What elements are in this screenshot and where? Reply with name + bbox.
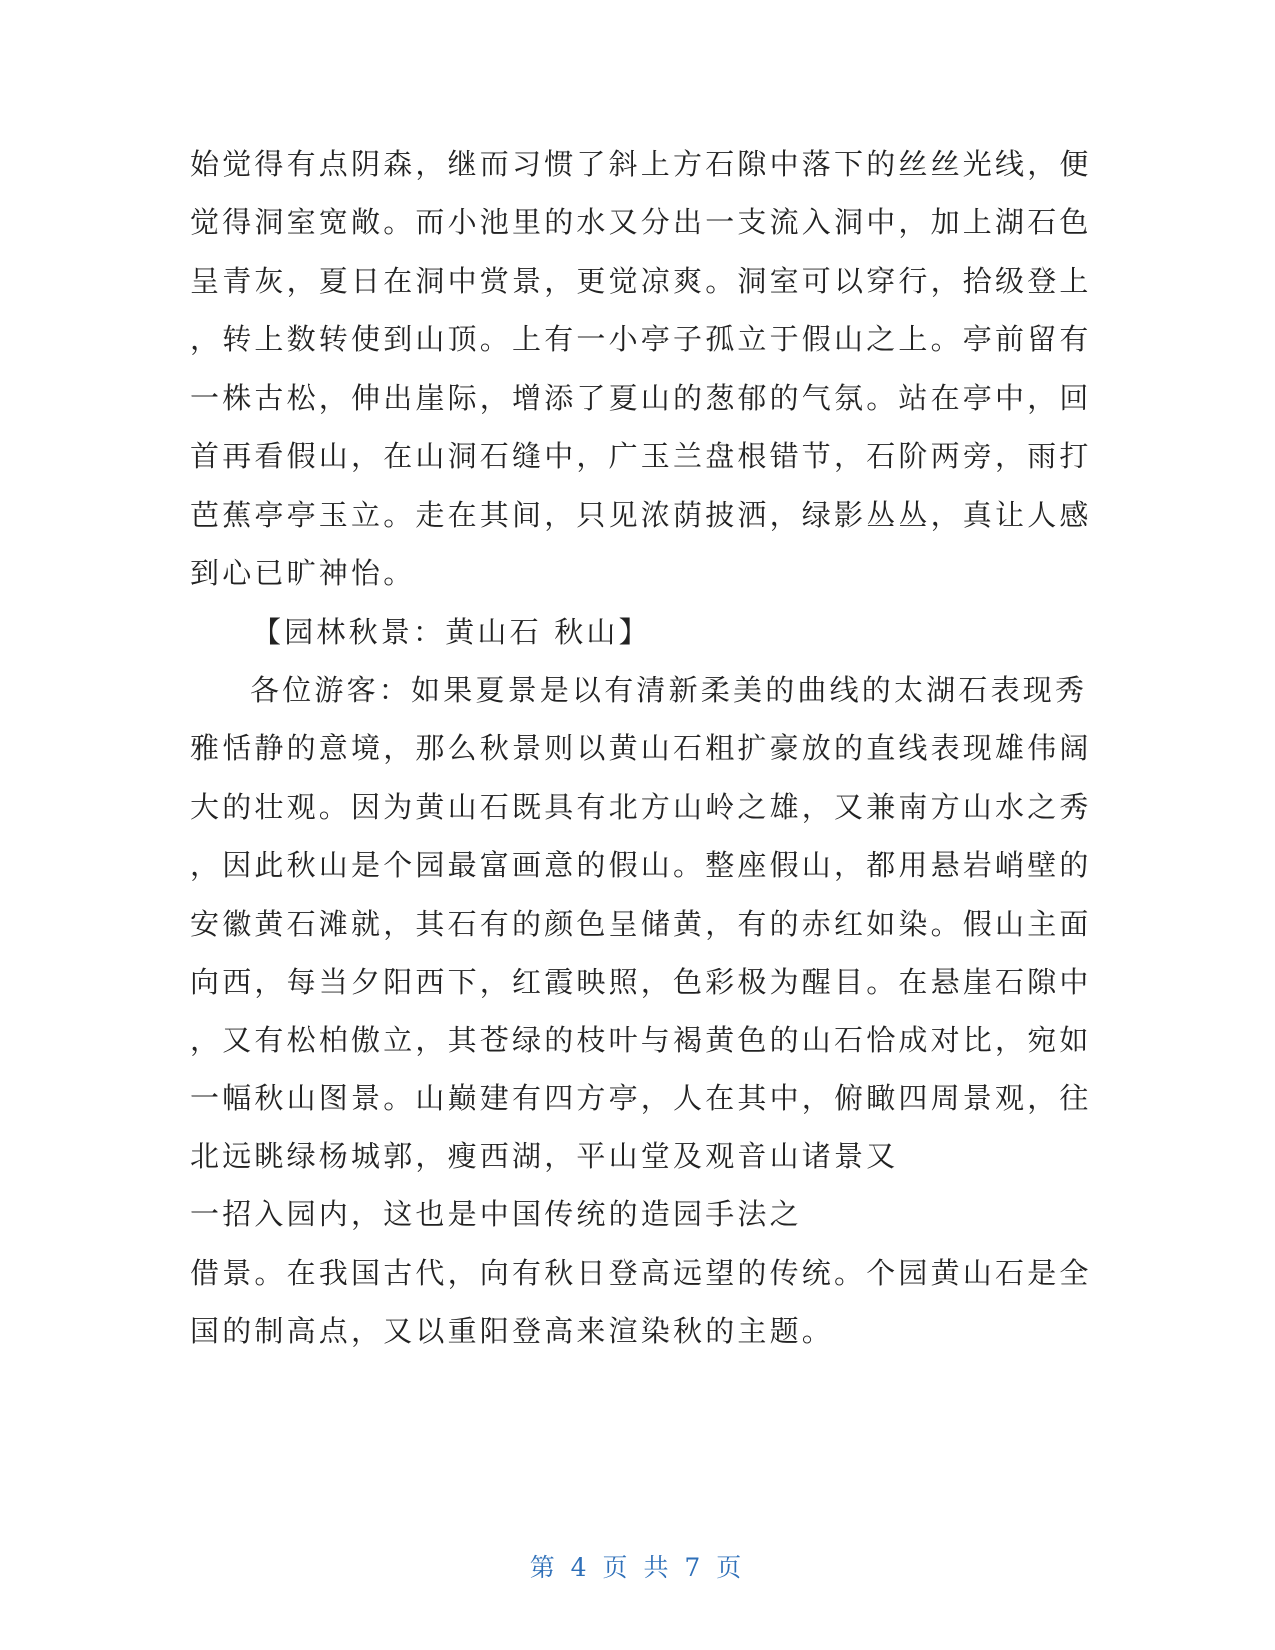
paragraph-line: ，又有松柏傲立，其苍绿的枝叶与褐黄色的山石恰成对比，宛如 [190, 1023, 1092, 1057]
paragraph-line: 大的壮观。因为黄山石既具有北方山岭之雄，又兼南方山水之秀 [190, 790, 1092, 824]
paragraph-line: 呈青灰，夏日在洞中赏景，更觉凉爽。洞室可以穿行，拾级登上 [190, 264, 1092, 298]
paragraph-line: 北远眺绿杨城郭，瘦西湖，平山堂及观音山诸景又 [190, 1139, 899, 1173]
paragraph-line: 向西，每当夕阳西下，红霞映照，色彩极为醒目。在悬崖石隙中 [190, 965, 1092, 999]
paragraph-line: ，转上数转使到山顶。上有一小亭子孤立于假山之上。亭前留有 [190, 322, 1092, 356]
paragraph-line: 首再看假山，在山洞石缝中，广玉兰盘根错节，石阶两旁，雨打 [190, 439, 1092, 473]
paragraph-line: 雅恬静的意境，那么秋景则以黄山石粗扩豪放的直线表现雄伟阔 [190, 731, 1092, 765]
paragraph-line: 一招入园内，这也是中国传统的造园手法之 [190, 1197, 802, 1231]
paragraph-line: 始觉得有点阴森，继而习惯了斜上方石隙中落下的丝丝光线，便 [190, 147, 1092, 181]
paragraph-line: 安徽黄石滩就，其石有的颜色呈储黄，有的赤红如染。假山主面 [190, 907, 1092, 941]
paragraph-line: ，因此秋山是个园最富画意的假山。整座假山，都用悬岩峭壁的 [190, 848, 1092, 882]
paragraph-line: 一幅秋山图景。山巅建有四方亭，人在其中，俯瞰四周景观，往 [190, 1081, 1092, 1115]
paragraph-line: 借景。在我国古代，向有秋日登高远望的传统。个园黄山石是全 [190, 1256, 1092, 1290]
paragraph-line: 国的制高点，又以重阳登高来渲染秋的主题。 [190, 1314, 835, 1348]
paragraph-line: 一株古松，伸出崖际，增添了夏山的葱郁的气氛。站在亭中，回 [190, 381, 1092, 415]
paragraph-line: 各位游客：如果夏景是以有清新柔美的曲线的太湖石表现秀 [250, 673, 1088, 707]
page-number-footer: 第 4 页 共 7 页 [529, 1553, 746, 1582]
paragraph-line: 到心已旷神怡。 [190, 556, 416, 590]
section-heading: 【园林秋景：黄山石 秋山】 [252, 615, 651, 649]
paragraph-line: 觉得洞室宽敞。而小池里的水又分出一支流入洞中，加上湖石色 [190, 205, 1092, 239]
paragraph-line: 芭蕉亭亭玉立。走在其间，只见浓荫披洒，绿影丛丛，真让人感 [190, 498, 1092, 532]
